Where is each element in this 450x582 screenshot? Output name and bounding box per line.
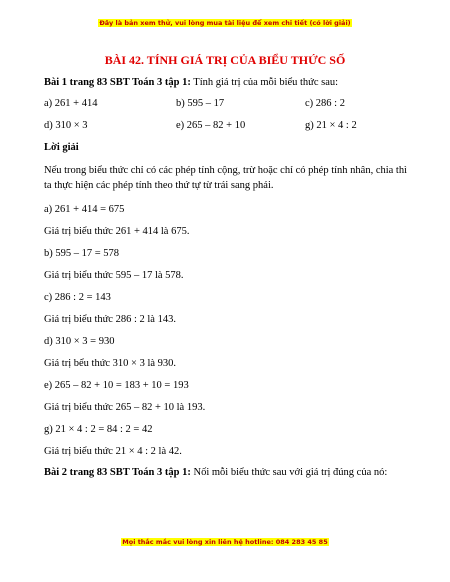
exercise1-item-c: c) 286 : 2 [305, 98, 345, 109]
page-title: BÀI 42. TÍNH GIÁ TRỊ CỦA BIỂU THỨC SỐ [104, 53, 346, 67]
solution-intro: Nếu trong biểu thức chỉ có các phép tính cộng, trừ hoặc chỉ có phép tính nhân, chia thì ta thực hiện các phép tính theo thứ tự từ trái sang phải. [44, 165, 408, 192]
solution-line: Giá trị bểu thức 310 × 3 là 930. [44, 358, 177, 369]
exercise1-item-g: g) 21 × 4 : 2 [305, 120, 357, 131]
exercise1-item-d: d) 310 × 3 [44, 120, 88, 131]
solution-line: Giá trị biểu thức 265 – 82 + 10 là 193. [44, 402, 206, 413]
solution-line: a) 261 + 414 = 675 [44, 204, 125, 215]
exercise1-heading [44, 77, 338, 88]
solution-line: Giá trị biểu thức 595 – 17 là 578. [44, 270, 184, 281]
solution-heading: Lời giải [44, 142, 79, 153]
exercise1-label: Bài 1 trang 83 SBT Toán 3 tập 1: [44, 77, 191, 88]
hotline-notice-text: Mọi thắc mắc vui lòng xin liên hệ hotline: 084 283 45 85 [122, 538, 328, 546]
exercise2-label: Bài 2 trang 83 SBT Toán 3 tập 1: [44, 467, 191, 478]
exercise1-item-a: a) 261 + 414 [44, 98, 98, 109]
exercise1-prompt: Tính giá trị của mỗi biểu thức sau: [190, 77, 339, 88]
preview-notice-text: Đây là bản xem thử, vui lòng mua tài liệu để xem chi tiết (có lời giải) [99, 19, 351, 27]
solution-line: Giá trị biểu thức 286 : 2 là 143. [44, 314, 176, 325]
preview-notice [0, 19, 450, 27]
exercise2-prompt: Nối mỗi biểu thức sau với giá trị đúng của nó: [190, 467, 388, 478]
exercise1-item-e: e) 265 – 82 + 10 [176, 120, 246, 131]
solution-line: e) 265 – 82 + 10 = 183 + 10 = 193 [44, 380, 189, 391]
solution-line: Giá trị biểu thức 261 + 414 là 675. [44, 226, 190, 237]
solution-line: d) 310 × 3 = 930 [44, 336, 115, 347]
solution-line: Giá trị biểu thức 21 × 4 : 2 là 42. [44, 446, 182, 457]
exercise2-heading [44, 467, 387, 478]
solution-line: c) 286 : 2 = 143 [44, 292, 111, 303]
solution-line: b) 595 – 17 = 578 [44, 248, 120, 259]
exercise1-item-b: b) 595 – 17 [176, 98, 225, 109]
hotline-notice [0, 538, 450, 546]
solution-line: g) 21 × 4 : 2 = 84 : 2 = 42 [44, 424, 153, 435]
